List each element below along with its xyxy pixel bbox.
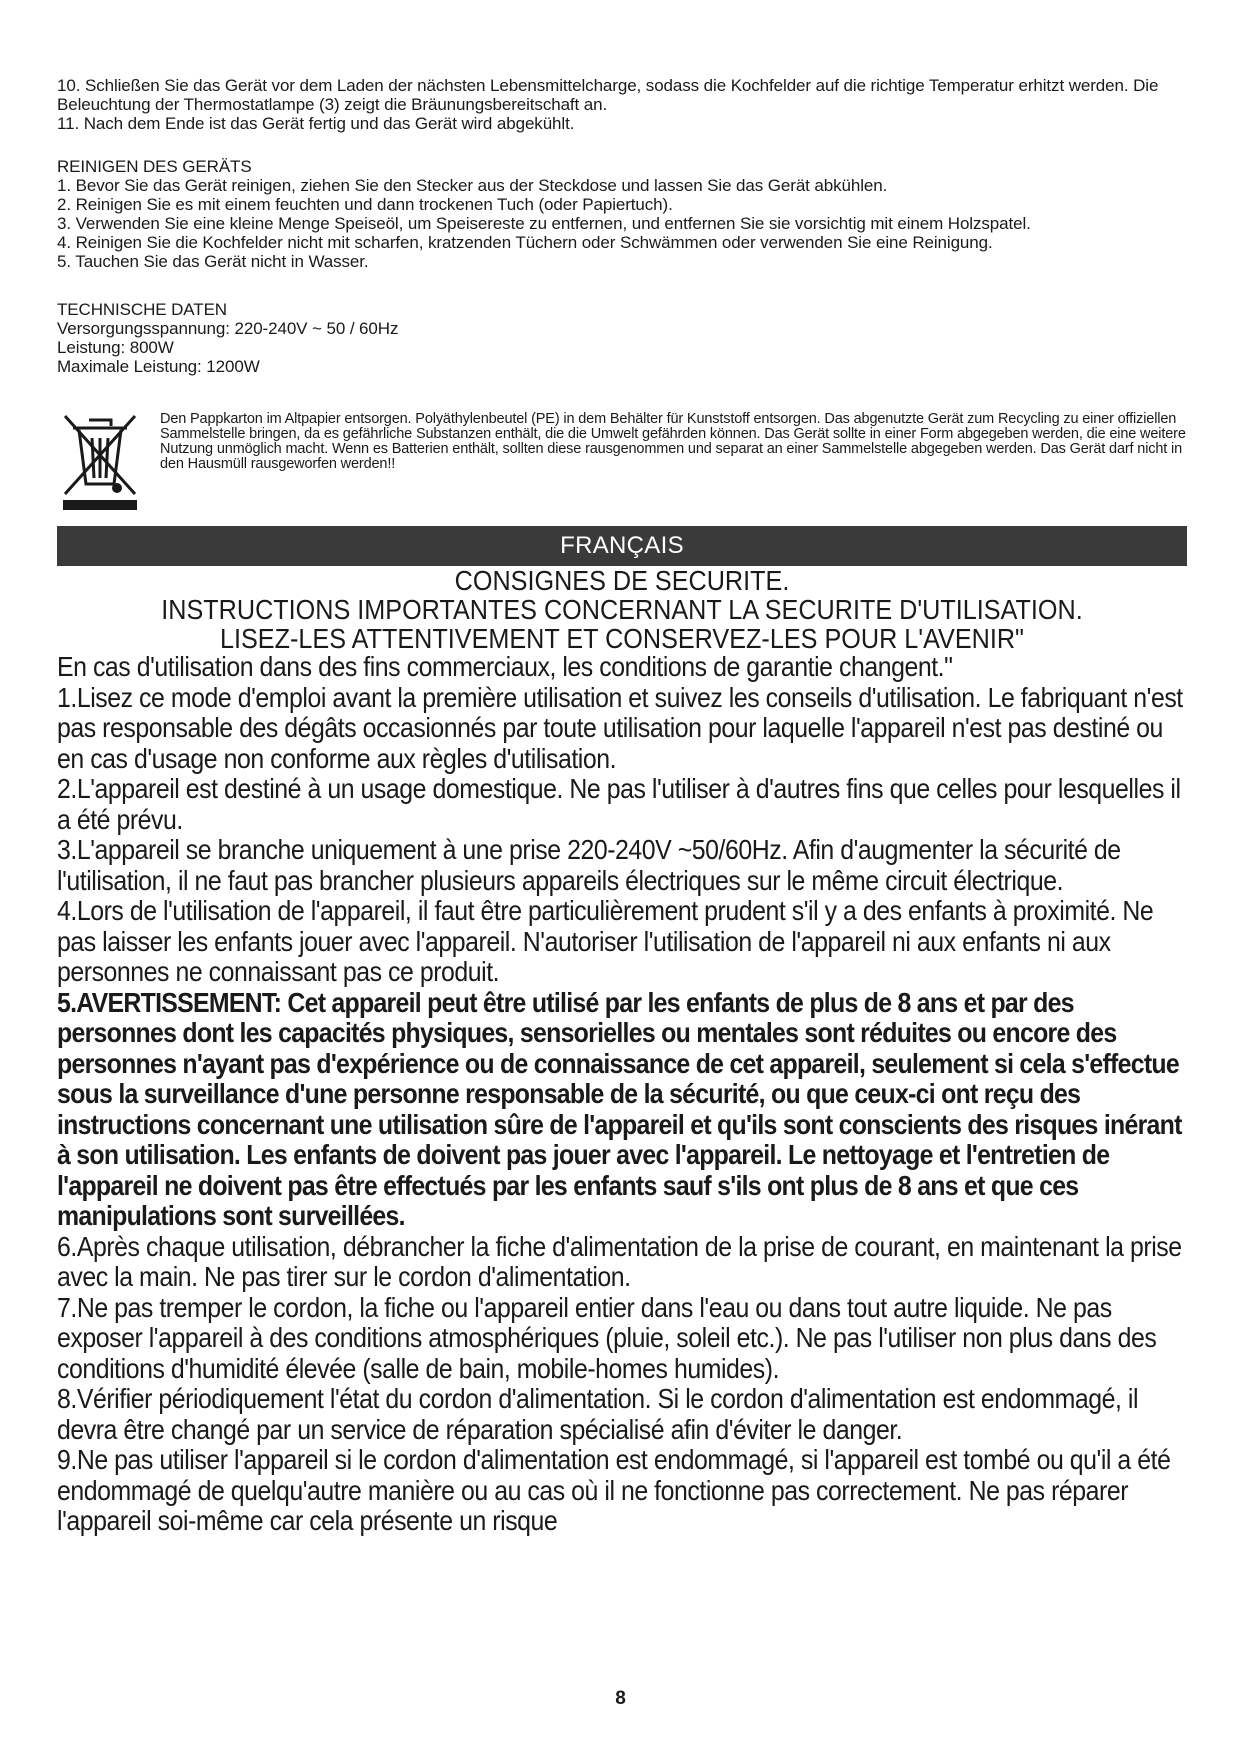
page-number: 8 (615, 1688, 626, 1709)
cleaning-item: 3. Verwenden Sie eine kleine Menge Speiseöl, um Speisereste zu entfernen, und entfernen Sie sie vorsichtig mit einem Holzspatel. (57, 214, 1031, 233)
tech-voltage: Versorgungsspannung: 220-240V ~ 50 / 60Hz (57, 319, 399, 338)
tech-power: Leistung: 800W (57, 338, 174, 357)
tech-max-power: Maximale Leistung: 1200W (57, 357, 260, 376)
instruction-item: 8.Vérifier périodiquement l'état du cordon d'alimentation. Si le cordon d'alimentation est endommagé, il devra être changé par un service de réparation spécialisé afin d'éviter le danger. (57, 1383, 1139, 1445)
instruction-item: 6.Après chaque utilisation, débrancher la fiche d'alimentation de la prise de courant, en maintenant la prise avec la main. Ne pas tirer sur le cordon d'alimentation. (57, 1230, 1182, 1292)
cleaning-section (57, 157, 1187, 271)
step-10: 10. Schließen Sie das Gerät vor dem Laden der nächsten Lebensmittelcharge, sodass die Kochfelder auf die richtige Temperatur erhitzt werden. Die Beleuchtung der Thermostatlampe (3) zeigt die Bräunungsbereitschaft an. (57, 76, 1159, 114)
heading-instructions: INSTRUCTIONS IMPORTANTES CONCERNANT LA SECURITE D'UTILISATION. (161, 594, 1083, 625)
cleaning-item: 4. Reinigen Sie die Kochfelder nicht mit scharfen, kratzenden Tüchern oder Schwämmen oder verwenden Sie eine Reinigung. (57, 233, 993, 252)
cleaning-title: REINIGEN DES GERÄTS (57, 157, 252, 176)
instruction-item: 9.Ne pas utiliser l'appareil si le cordon d'alimentation est endommagé, si l'appareil est tombé ou qu'il a été endommagé de quelqu'autre manière ou au cas où il ne fonctionne pas correctement. Ne pas réparer l'appareil soi-même car cela présente un risque (57, 1444, 1171, 1536)
heading-lisez: LISEZ-LES ATTENTIVEMENT ET CONSERVEZ-LES POUR L'AVENIR" (219, 623, 1025, 654)
cleaning-item: 5. Tauchen Sie das Gerät nicht in Wasser. (57, 252, 369, 271)
instruction-item: 7.Ne pas tremper le cordon, la fiche ou l'appareil entier dans l'eau ou dans tout autre liquide. Ne pas exposer l'appareil à des conditions atmosphériques (pluie, soleil etc.). Ne pas l'utiliser non plus dans des conditions d'humidité élevée (salle de bain, mobile-homes humides). (57, 1291, 1157, 1384)
heading-consignes: CONSIGNES DE SECURITE. (454, 565, 790, 596)
language-banner: FRANÇAIS (57, 526, 1187, 566)
warning-item: 5.AVERTISSEMENT: Cet appareil peut être utilisé par les enfants de plus de 8 ans et par des personnes dont les capacités physiques, sensorielles ou mentales sont réduites ou encore des personnes n'ayant pas d'expérience ou de connaissance de cet appareil, seulement si cela s'effectue sous la surveillance d'une personne responsable de la sécurité, ou que ceux-ci ont reçu des instructions concernant une utilisation sûre de l'appareil et qu'ils sont conscients des risques inérant à son utilisation. Les enfants de doivent pas jouer avec l'appareil. Le nettoyage et l'entretien de l'appareil ne doivent pas être effectués par les enfants sauf s'ils ont plus de 8 ans et que ces manipulations sont surveillées. (57, 986, 1182, 1231)
recycling-text: Den Pappkarton im Altpapier entsorgen. Polyäthylenbeutel (PE) in dem Behälter für Kunststoff entsorgen. Das abgenutzte Gerät zum Recycling zu einer offiziellen Sammelstelle bringen, da es gefährliche Substanzen enthält, die die Umwelt gefährden können. Das Gerät sollte in einer Form abgegeben werden, die eine weitere Nutzung unmöglich macht. Wenn es Batterien enthält, sollten diese rausgenommen und separat an einer Sammelstelle abgegeben werden. Das Gerät darf nicht in den Hausmüll rausgeworfen werden!! (160, 411, 1186, 472)
instruction-item: 1.Lisez ce mode d'emploi avant la première utilisation et suivez les conseils d'utilisation. Le fabriquant n'est pas responsable des dégâts occasionnés par toute utilisation pour laquelle l'appareil n'est pas destiné ou en cas d'usage non conforme aux règles d'utilisation. (57, 681, 1183, 774)
instruction-item: 2.L'appareil est destiné à un usage domestique. Ne pas l'utiliser à d'autres fins que celles pour lesquelles il a été prévu. (57, 773, 1181, 835)
safety-instructions (57, 652, 1187, 1537)
instruction-item: 4.Lors de l'utilisation de l'appareil, il faut être particulièrement prudent s'il y a des enfants à proximité. Ne pas laisser les enfants jouer avec l'appareil. N'autoriser l'utilisation de l'appareil ni aux enfants ni aux personnes ne connaissant pas ce produit. (57, 895, 1154, 987)
safety-headings (114, 566, 1131, 653)
tech-section (57, 300, 1187, 376)
cleaning-item: 2. Reinigen Sie es mit einem feuchten und dann trockenen Tuch (oder Papiertuch). (57, 195, 673, 214)
recycling-notice (57, 412, 1187, 512)
tech-title: TECHNISCHE DATEN (57, 300, 227, 319)
step-11: 11. Nach dem Ende ist das Gerät fertig und das Gerät wird abgekühlt. (57, 114, 575, 133)
intro-text: En cas d'utilisation dans des fins commerciaux, les conditions de garantie changent." (57, 651, 953, 682)
instruction-item: 3.L'appareil se branche uniquement à une prise 220-240V ~50/60Hz. Afin d'augmenter la sécurité de l'utilisation, il ne faut pas brancher plusieurs appareils électriques sur le même circuit électrique. (57, 834, 1121, 896)
cleaning-item: 1. Bevor Sie das Gerät reinigen, ziehen Sie den Stecker aus der Steckdose und lassen Sie das Gerät abkühlen. (57, 176, 888, 195)
german-steps (57, 76, 1187, 133)
crossed-bin-icon (59, 412, 141, 512)
